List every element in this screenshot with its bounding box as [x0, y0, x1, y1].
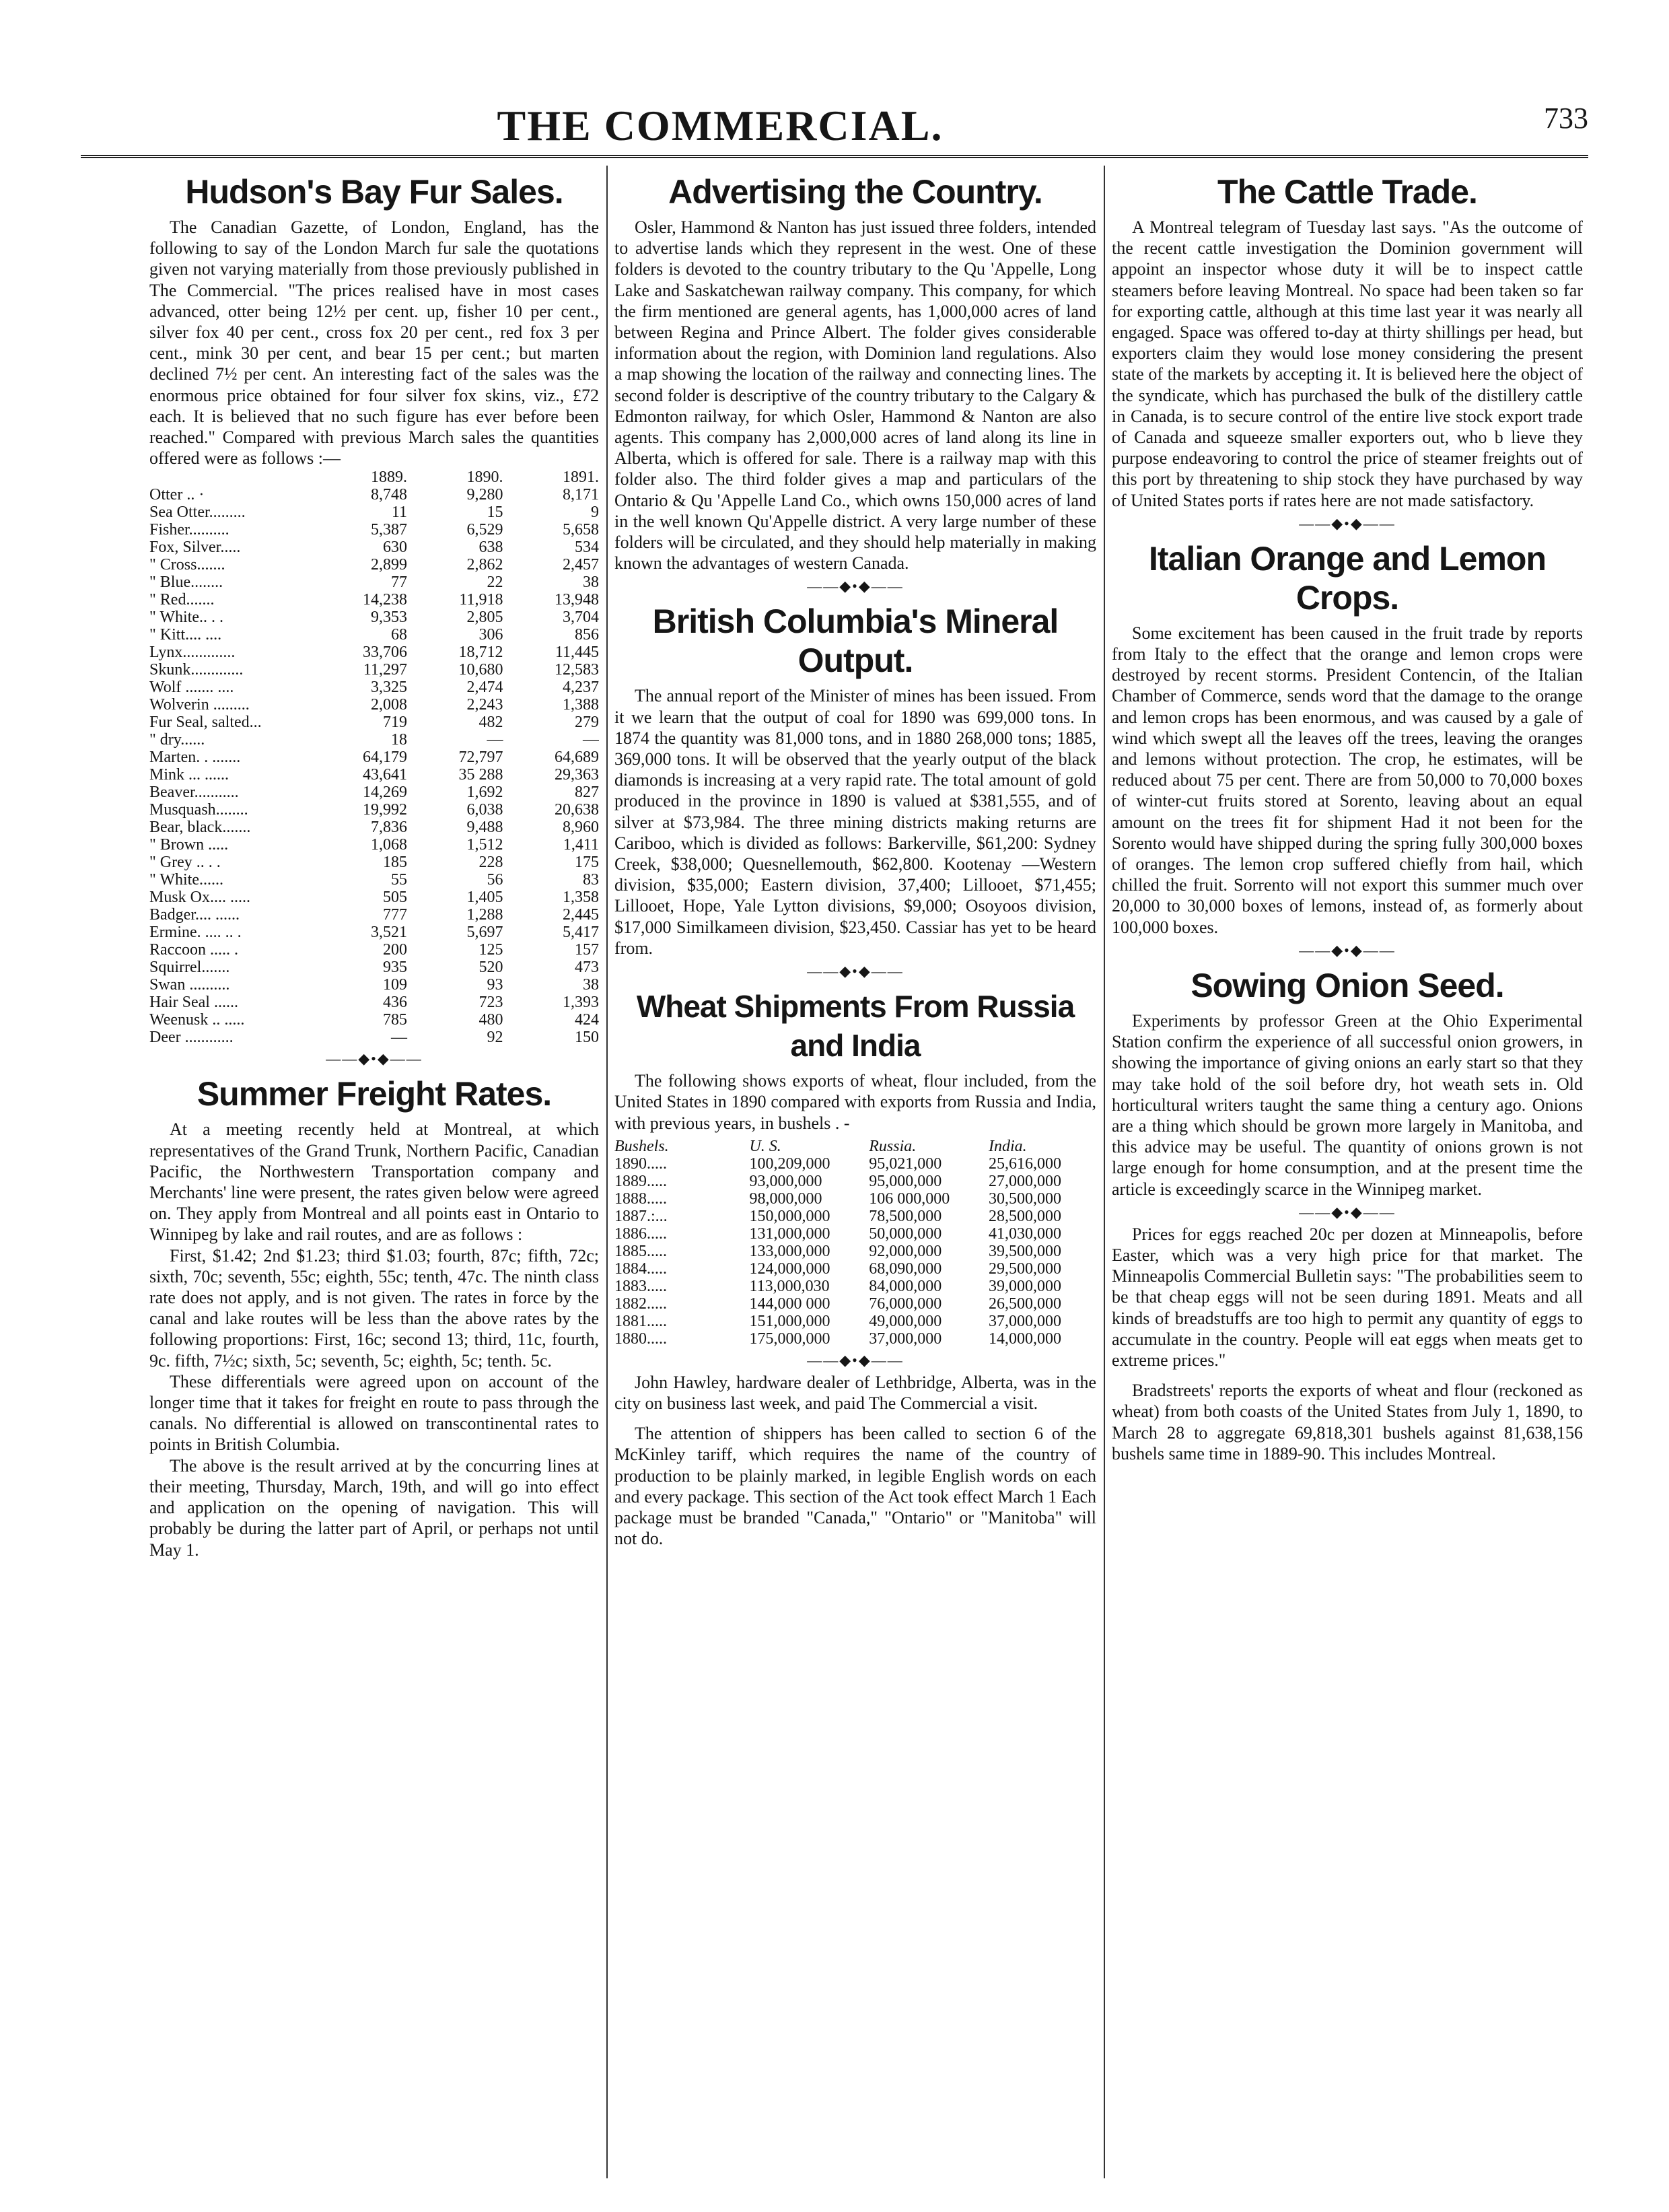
- wheat-row-year: 1885.....: [614, 1242, 667, 1260]
- fur-row-value: 6,529: [466, 521, 503, 539]
- fur-row-value: 638: [478, 539, 503, 557]
- fur-row-value: 279: [575, 714, 599, 732]
- fur-row-value: 827: [575, 784, 599, 802]
- article-title-freight-rates: Summer Freight Rates.: [197, 1075, 552, 1113]
- fur-row-value: 43,641: [362, 766, 407, 784]
- fur-row-value: 93: [487, 976, 503, 994]
- fur-row-value: 22: [487, 574, 503, 592]
- fur-table-row: [149, 521, 599, 539]
- fur-row-value: 6,038: [466, 801, 503, 819]
- fur-row-value: 473: [575, 959, 599, 977]
- fur-row-value: 719: [382, 714, 407, 732]
- wheat-row-year: 1886.....: [614, 1224, 667, 1243]
- wheat-row-value: 95,000,000: [869, 1172, 942, 1190]
- fur-table-row: [149, 1029, 599, 1046]
- column-divider: [1104, 166, 1105, 2178]
- fur-row-label: Marten. . .......: [149, 749, 241, 767]
- article-text-fur-sales: The Canadian Gazette, of London, England, has the following to say of the London March fur sale the quotations given not varying materially from those previously published in The Commercial. "The prices realised have in most cases advanced, otter being 12½ per cent. up, fisher 10 per cent., silver fox 40 per cent., cross fox 20 per cent., red fox 3 per cent., mink 30 per cent, and bear 15 per cent.; but marten declined 7½ per cent. An interesting fact of the sales was the enormous price obtained for four silver fox skins, viz., £72 each. It is believed that no such figure has ever before been reached." Compared with previous March sales the quantities offered were as follows :—: [149, 217, 599, 469]
- fur-row-value: 2,445: [563, 906, 599, 924]
- fur-row-value: 480: [478, 1011, 503, 1029]
- wheat-row-value: 92,000,000: [869, 1242, 942, 1260]
- fur-row-value: 8,960: [563, 819, 599, 837]
- fur-row-value: 14,238: [362, 591, 407, 609]
- fur-table-row: [149, 924, 599, 941]
- fur-row-value: 11,297: [363, 661, 407, 679]
- fur-row-value: 1,411: [563, 836, 599, 854]
- fur-table-row: [149, 574, 599, 591]
- wheat-row-value: 37,000,000: [989, 1312, 1061, 1330]
- fur-table-row: [149, 941, 599, 959]
- fur-row-value: 92: [487, 1029, 503, 1047]
- fur-row-value: 83: [583, 871, 599, 889]
- fur-table-row: [149, 696, 599, 714]
- article-text-wheat-intro: The following shows exports of wheat, flour included, from the United States in 1890 compared with exports from Russia and India, with previous years, in bushels . -: [614, 1071, 1096, 1133]
- fur-table-row: [149, 1011, 599, 1029]
- column-1: [149, 166, 599, 2178]
- wheat-row-value: 98,000,000: [749, 1189, 822, 1208]
- fur-row-value: 723: [478, 994, 503, 1012]
- fur-row-label: Fisher..........: [149, 521, 229, 539]
- wheat-row-value: 27,000,000: [989, 1172, 1061, 1190]
- wheat-row-value: 39,500,000: [989, 1242, 1061, 1260]
- fur-row-value: 1,358: [563, 889, 599, 907]
- separator: ——◆•◆——: [1299, 941, 1396, 959]
- fur-table-row: [149, 889, 599, 906]
- fur-table-row: [149, 626, 599, 644]
- fur-row-value: 12,583: [555, 661, 599, 679]
- wheat-row-value: 30,500,000: [989, 1189, 1061, 1208]
- article-title-cattle-trade: The Cattle Trade.: [1217, 173, 1477, 211]
- fur-row-value: 1,388: [563, 696, 599, 714]
- fur-table-row: [149, 661, 599, 679]
- wheat-row-value: 100,209,000: [749, 1154, 830, 1173]
- wheat-row-year: 1887.:...: [614, 1207, 668, 1225]
- fur-row-label: Beaver...........: [149, 784, 239, 802]
- fur-row-value: 534: [575, 539, 599, 557]
- fur-row-value: 33,706: [362, 644, 407, 662]
- fur-row-value: 520: [478, 959, 503, 977]
- fur-row-label: Fur Seal, salted...: [149, 714, 262, 732]
- fur-table-row: [149, 836, 599, 854]
- wheat-table-row: [614, 1243, 1096, 1260]
- fur-row-label: " White.. . .: [149, 609, 224, 627]
- fur-row-value: 5,417: [563, 924, 599, 942]
- fur-row-value: 10,680: [458, 661, 503, 679]
- fur-col-1890: 1890.: [466, 469, 503, 487]
- fur-row-label: Swan ..........: [149, 976, 230, 994]
- fur-row-value: 856: [575, 626, 599, 644]
- fur-row-value: 5,697: [466, 924, 503, 942]
- fur-table-row: [149, 959, 599, 976]
- separator: ——◆•◆——: [1299, 1203, 1396, 1220]
- wheat-row-value: 150,000,000: [749, 1207, 830, 1225]
- wheat-table-row: [614, 1313, 1096, 1330]
- wheat-table-row: [614, 1295, 1096, 1313]
- separator: ——◆•◆——: [1299, 514, 1396, 532]
- fur-row-label: " Red.......: [149, 591, 215, 609]
- wheat-row-value: 78,500,000: [869, 1207, 942, 1225]
- wheat-row-value: 106 000,000: [869, 1189, 950, 1208]
- fur-row-value: 125: [478, 941, 503, 959]
- article-title-fur-sales: Hudson's Bay Fur Sales.: [185, 173, 563, 211]
- fur-row-label: Hair Seal ......: [149, 994, 238, 1012]
- fur-row-value: 55: [390, 871, 407, 889]
- fur-table-row: [149, 591, 599, 609]
- fur-row-value: 436: [382, 994, 407, 1012]
- fur-row-value: 14,269: [362, 784, 407, 802]
- wheat-row-year: 1889.....: [614, 1172, 667, 1190]
- column-3: [1112, 166, 1583, 2178]
- fur-row-value: 13,948: [555, 591, 599, 609]
- fur-row-value: 38: [583, 976, 599, 994]
- wheat-col-india: India.: [989, 1137, 1027, 1155]
- wheat-row-year: 1890.....: [614, 1154, 667, 1173]
- article-title-advertising: Advertising the Country.: [668, 173, 1042, 211]
- fur-table-row: [149, 609, 599, 626]
- fur-row-value: 38: [583, 574, 599, 592]
- article-text-onion-seed: Experiments by professor Green at the Ohio Experimental Station confirm the experience of all successful onion growers, in showing the importance of giving onions an early start so that they may take hold of the soil before dry, hot weath sets in. Old horticultural writers taught the same thing a century ago. Onions are a thing which should be grown more largely in Manitoba, and this advice may be useful. The quantity of onions grown is not large enough for home consumption, and at the present time the article is exceedingly scarce in the Winnipeg market.: [1112, 1010, 1583, 1199]
- header-rule: [81, 155, 1588, 160]
- wheat-row-value: 39,000,000: [989, 1277, 1061, 1295]
- article-title-orange-lemon: Italian Orange and Lemon Crops.: [1149, 539, 1546, 617]
- fur-row-value: 2,457: [563, 556, 599, 574]
- fur-row-value: 482: [478, 714, 503, 732]
- fur-row-value: 200: [382, 941, 407, 959]
- column-2: [614, 166, 1096, 2178]
- separator: ——◆•◆——: [807, 578, 904, 595]
- wheat-row-value: 144,000 000: [749, 1294, 830, 1313]
- fur-row-value: 64,179: [362, 749, 407, 767]
- fur-row-value: 1,405: [466, 889, 503, 907]
- fur-row-value: 3,521: [370, 924, 407, 942]
- fur-table-row: [149, 994, 599, 1011]
- fur-table-row: [149, 976, 599, 994]
- fur-row-label: " dry......: [149, 731, 205, 749]
- wheat-row-year: 1884.....: [614, 1259, 667, 1278]
- fur-row-value: 777: [382, 906, 407, 924]
- fur-row-label: Deer ............: [149, 1029, 234, 1047]
- fur-row-value: 2,862: [466, 556, 503, 574]
- fur-table-row: [149, 644, 599, 661]
- fur-row-value: 11,918: [459, 591, 503, 609]
- wheat-row-value: 28,500,000: [989, 1207, 1061, 1225]
- fur-row-value: 2,805: [466, 609, 503, 627]
- wheat-table-row: [614, 1260, 1096, 1278]
- wheat-row-value: 76,000,000: [869, 1294, 942, 1313]
- fur-row-value: 2,474: [466, 679, 503, 697]
- fur-row-value: 9: [591, 504, 599, 522]
- fur-row-value: 5,658: [563, 521, 599, 539]
- wheat-row-value: 49,000,000: [869, 1312, 942, 1330]
- article-text-bradstreets: Bradstreets' reports the exports of wheat and flour (reckoned as wheat) from both coasts of the United States from July 1, 1890, to March 28 to aggregate 69,818,301 bushels against 81,638,156 bushels same time in 1889-90. This includes Montreal.: [1112, 1381, 1583, 1463]
- wheat-row-value: 50,000,000: [869, 1224, 942, 1243]
- fur-row-value: 77: [390, 574, 407, 592]
- fur-row-value: —: [390, 1029, 407, 1047]
- fur-row-value: 9,488: [466, 819, 503, 837]
- fur-row-value: 228: [478, 854, 503, 872]
- article-text-freight-1: At a meeting recently held at Montreal, at which representatives of the Grand Trunk, Northern Pacific, Canadian Pacific, the Northwestern Transportation company and Merchants' line were present, the rates given below were agreed on. They apply from Montreal and all points east in Ontario to Winnipeg by lake and rail routes, and are as follows :: [149, 1119, 599, 1245]
- masthead: THE COMMERCIAL.: [497, 102, 944, 149]
- article-text-hawley: John Hawley, hardware dealer of Lethbridge, Alberta, was in the city on business last week, and paid The Commercial a visit.: [614, 1372, 1096, 1413]
- wheat-row-value: 84,000,000: [869, 1277, 942, 1295]
- wheat-table-row: [614, 1225, 1096, 1243]
- fur-row-value: 1,393: [563, 994, 599, 1012]
- fur-row-value: 1,512: [466, 836, 503, 854]
- fur-row-value: 785: [382, 1011, 407, 1029]
- wheat-row-year: 1883.....: [614, 1277, 667, 1295]
- article-text-orange-lemon: Some excitement has been caused in the fruit trade by reports from Italy to the effect that the orange and lemon crops were destroyed by recent storms. President Contencin, of the Italian Chamber of Commerce, sends word that the damage to the orange and lemon crops has been enormous, and was caused by a gale of wind which swept all the leaves off the trees, leaving the oranges and lemons without protection. The crop, he estimates, will be reduced about 75 per cent. There are from 50,000 to 70,000 boxes of winter-cut fruits stored at Sorento, leaving about an equal amount on the trees fit for shipment Had it not been for the Sorento would have shipped during the spring fully 300,000 boxes of oranges. The lemon crop suffered chiefly from hail, which chilled the fruit. Sorrento will not export this summer much over 20,000 to 30,000 boxes of lemons, instead of, as formerly about 100,000 boxes.: [1112, 623, 1583, 937]
- fur-row-label: Musquash........: [149, 801, 248, 819]
- fur-row-label: Wolverin .........: [149, 696, 250, 714]
- fur-row-value: 3,704: [563, 609, 599, 627]
- article-text-advertising: Osler, Hammond & Nanton has just issued three folders, intended to advertise lands which they represent in the west. One of these folders is devoted to the country tributary to the Qu 'Appelle, Long Lake and Saskatchewan railway company. This company, for which the firm mentioned are general agents, has 1,000,000 acres of land between Regina and Prince Albert. The folder gives considerable information about the region, with Dominion land regulations. Also a map showing the location of the railway and connecting lines. The second folder is descriptive of the country tributary to the Calgary & Edmonton railway, for which Osler, Hammond & Nanton are also agents. This company has 2,000,000 acres of land along its line in Alberta, which is offered for sale. There is a railway map with this folder also. The third folder gives a map and particulars of the Ontario & Qu 'Appelle Land Co., which owns 150,000 acres of land in the well known Qu'Appelle district. A very large number of these folders will be circulated, and they should help materially in making known the advantages of western Canada.: [614, 217, 1096, 574]
- wheat-row-value: 113,000,030: [749, 1277, 830, 1295]
- fur-row-value: 5,387: [370, 521, 407, 539]
- fur-table-row: [149, 731, 599, 749]
- separator: ——◆•◆——: [326, 1050, 423, 1068]
- article-text-freight-2: First, $1.42; 2nd $1.23; third $1.03; fourth, 87c; fifth, 72c; sixth, 70c; seventh, 55c; eighth, 55c; tenth, 47c. The ninth class rate does not apply, and is not given. The rates in force by the canal and lake routes will be less than the above rates by the following proportions: First, 16c; second 13; third, 11c, fourth, 9c. fifth, 7½c; sixth, 5c; seventh, 5c; eighth, 5c; tenth. 5c.: [149, 1245, 599, 1371]
- fur-table-header: [149, 469, 599, 486]
- wheat-row-value: 93,000,000: [749, 1172, 822, 1190]
- fur-table-row: [149, 819, 599, 836]
- fur-row-label: Ermine. .... .. .: [149, 924, 242, 942]
- fur-col-1891: 1891.: [563, 469, 599, 487]
- fur-row-value: —: [583, 731, 599, 749]
- fur-row-label: Sea Otter.........: [149, 504, 246, 522]
- fur-row-value: 35 288: [458, 766, 503, 784]
- fur-row-value: 175: [575, 854, 599, 872]
- wheat-row-value: 133,000,000: [749, 1242, 830, 1260]
- page-number: 733: [1544, 102, 1588, 135]
- fur-table-row: [149, 766, 599, 784]
- fur-row-value: 150: [575, 1029, 599, 1047]
- fur-table-row: [149, 556, 599, 574]
- article-title-wheat-shipments: Wheat Shipments From Russia and India: [636, 989, 1075, 1064]
- fur-row-label: " Kitt.... ....: [149, 626, 222, 644]
- fur-table-row: [149, 784, 599, 801]
- fur-row-value: 935: [382, 959, 407, 977]
- fur-row-value: 18,712: [458, 644, 503, 662]
- fur-table-row: [149, 486, 599, 504]
- article-text-freight-4: The above is the result arrived at by the concurring lines at their meeting, Thursday, March, 19th, and will go into effect and application on the opening of navigation. This will probably be during the latter part of April, or perhaps not until May 1.: [149, 1455, 599, 1560]
- fur-row-label: " White......: [149, 871, 224, 889]
- fur-row-value: —: [487, 731, 503, 749]
- column-divider: [606, 166, 608, 2178]
- fur-row-value: 29,363: [555, 766, 599, 784]
- wheat-row-value: 25,616,000: [989, 1154, 1061, 1173]
- fur-row-value: 8,748: [370, 486, 407, 504]
- article-title-mineral-output: British Columbia's Mineral Output.: [652, 602, 1059, 680]
- fur-row-value: 505: [382, 889, 407, 907]
- fur-row-value: 9,280: [466, 486, 503, 504]
- wheat-table: [614, 1138, 1096, 1348]
- wheat-row-value: 29,500,000: [989, 1259, 1061, 1278]
- fur-row-value: 11,445: [555, 644, 599, 662]
- fur-row-label: Otter .. ·: [149, 486, 205, 504]
- fur-table: [149, 469, 599, 1046]
- fur-row-value: 72,797: [458, 749, 503, 767]
- separator: ——◆•◆——: [807, 1351, 904, 1369]
- fur-row-label: Squirrel.......: [149, 959, 230, 977]
- fur-row-value: 185: [382, 854, 407, 872]
- fur-table-row: [149, 854, 599, 871]
- wheat-row-value: 26,500,000: [989, 1294, 1061, 1313]
- fur-row-label: " Brown .....: [149, 836, 229, 854]
- fur-row-label: Weenusk .. .....: [149, 1011, 245, 1029]
- wheat-row-value: 151,000,000: [749, 1312, 830, 1330]
- wheat-row-year: 1880.....: [614, 1329, 667, 1348]
- wheat-row-year: 1881.....: [614, 1312, 667, 1330]
- fur-row-value: 11: [391, 504, 407, 522]
- fur-row-value: 1,692: [466, 784, 503, 802]
- wheat-row-value: 68,090,000: [869, 1259, 942, 1278]
- fur-table-row: [149, 539, 599, 556]
- fur-row-label: Fox, Silver.....: [149, 539, 241, 557]
- fur-col-1889: 1889.: [370, 469, 407, 487]
- wheat-row-value: 175,000,000: [749, 1329, 830, 1348]
- fur-row-value: 9,353: [370, 609, 407, 627]
- fur-row-label: " Grey .. . .: [149, 854, 221, 872]
- fur-row-value: 109: [382, 976, 407, 994]
- wheat-row-value: 124,000,000: [749, 1259, 830, 1278]
- fur-row-value: 4,237: [563, 679, 599, 697]
- fur-row-value: 630: [382, 539, 407, 557]
- fur-table-row: [149, 906, 599, 924]
- wheat-table-row: [614, 1330, 1096, 1348]
- wheat-col-us: U. S.: [749, 1137, 781, 1155]
- fur-table-row: [149, 801, 599, 819]
- wheat-row-value: 37,000,000: [869, 1329, 942, 1348]
- fur-row-value: 15: [487, 504, 503, 522]
- fur-row-value: 2,243: [466, 696, 503, 714]
- wheat-row-value: 95,021,000: [869, 1154, 942, 1173]
- fur-row-label: " Cross.......: [149, 556, 225, 574]
- wheat-row-value: 14,000,000: [989, 1329, 1061, 1348]
- fur-row-label: Badger.... ......: [149, 906, 240, 924]
- wheat-col-bushels: Bushels.: [614, 1137, 669, 1155]
- separator: ——◆•◆——: [807, 963, 904, 980]
- wheat-col-russia: Russia.: [869, 1137, 917, 1155]
- fur-row-value: 19,992: [362, 801, 407, 819]
- article-text-cattle-trade: A Montreal telegram of Tuesday last says. "As the outcome of the recent cattle investigation the Dominion government will appoint an inspector whose duty it will be to inspect cattle steamers before leaving Montreal. No space had been taken so far for exporting cattle, although at this time last year it was nearly all engaged. Space was offered to-day at thirty shillings per head, but exporters claim they would lose money considering the present state of the markets by accepting it. It is believed here the object of the syndicate, which has purchased the bulk of the distillery cattle in Canada, is to secure control of the entire live stock export trade of Canada and squeeze smaller exporters out, who b lieve they purpose endeavoring to control the price of steamer freights out of this port by threatening to ship stock they have purchased by way of United States ports if rates here are not made satisfactory.: [1112, 217, 1583, 510]
- fur-row-label: Mink ... ......: [149, 766, 229, 784]
- fur-row-value: 64,689: [555, 749, 599, 767]
- fur-row-value: 3,325: [370, 679, 407, 697]
- fur-table-row: [149, 871, 599, 889]
- fur-table-row: [149, 679, 599, 696]
- fur-row-value: 20,638: [555, 801, 599, 819]
- wheat-row-year: 1888.....: [614, 1189, 667, 1208]
- wheat-table-row: [614, 1278, 1096, 1295]
- fur-row-label: Bear, black.......: [149, 819, 251, 837]
- fur-table-row: [149, 714, 599, 731]
- fur-row-value: 56: [487, 871, 503, 889]
- wheat-table-header: [614, 1138, 1096, 1155]
- fur-row-value: 1,288: [466, 906, 503, 924]
- fur-row-value: 306: [478, 626, 503, 644]
- wheat-table-row: [614, 1155, 1096, 1173]
- article-text-freight-3: These differentials were agreed upon on account of the longer time that it takes for freight en route to pass through the canals. No differential is allowed on transcontinental rates to points in British Columbia.: [149, 1371, 599, 1455]
- fur-row-value: 424: [575, 1011, 599, 1029]
- fur-row-label: Lynx.............: [149, 644, 236, 662]
- fur-row-value: 2,008: [370, 696, 407, 714]
- article-text-mckinley: The attention of shippers has been called to section 6 of the McKinley tariff, which requires the name of the country of production to be plainly marked, in legible English words on each and every package. This section of the Act took effect March 1 Each package must be branded "Canada," "Ontario" or "Manitoba" will not do.: [614, 1424, 1096, 1549]
- fur-row-label: " Blue........: [149, 574, 223, 592]
- fur-row-value: 18: [390, 731, 407, 749]
- wheat-row-value: 131,000,000: [749, 1224, 830, 1243]
- wheat-table-row: [614, 1190, 1096, 1208]
- fur-row-value: 8,171: [563, 486, 599, 504]
- wheat-row-value: 41,030,000: [989, 1224, 1061, 1243]
- fur-table-row: [149, 504, 599, 521]
- article-title-onion-seed: Sowing Onion Seed.: [1191, 966, 1504, 1004]
- fur-row-value: 2,899: [370, 556, 407, 574]
- fur-row-label: Skunk.............: [149, 661, 244, 679]
- wheat-table-row: [614, 1173, 1096, 1190]
- fur-row-value: 7,836: [370, 819, 407, 837]
- fur-row-label: Musk Ox.... .....: [149, 889, 251, 907]
- fur-row-value: 1,068: [370, 836, 407, 854]
- fur-table-row: [149, 749, 599, 766]
- fur-row-label: Raccoon ..... .: [149, 941, 238, 959]
- fur-row-value: 68: [390, 626, 407, 644]
- article-text-mineral-output: The annual report of the Minister of mines has been issued. From it we learn that the output of coal for 1890 was 699,000 tons. In 1874 the quantity was 81,000 tons, and in 1880 268,000 tons; 1885, 369,000 tons. It will be observed that the yearly output of the black diamonds is increasing at a very rapid rate. The total amount of gold produced in the province in 1890 is valued at $381,555, and of silver at $73,984. The three mining districts making returns are Cariboo, which is divided as follows: Barkerville, $61,200: Sydney Creek, $38,000; Quesnellemouth, $62,800. Kootenay —Western division, $35,000; Eastern division, 37,400; Lillooet, $71,455; Lillooet, Hope, Yale Lytton divisions, $9,000; Osoyoos division, $17,000 Similkameen division, $23,450. Cassiar has yet to be heard from.: [614, 686, 1096, 958]
- fur-row-value: 157: [575, 941, 599, 959]
- article-text-eggs: Prices for eggs reached 20c per dozen at Minneapolis, before Easter, which was a very high price for that market. The Minneapolis Commercial Bulletin says: "The probabilities seem to be that cheap eggs will not be seen during 1891. Meats and all kinds of breadstuffs are too high to permit any quantity of eggs to accumulate in the country. People will eat eggs when meats get to extreme prices.": [1112, 1224, 1583, 1370]
- fur-row-label: Wolf ....... ....: [149, 679, 234, 697]
- wheat-table-row: [614, 1208, 1096, 1225]
- wheat-row-year: 1882.....: [614, 1294, 667, 1313]
